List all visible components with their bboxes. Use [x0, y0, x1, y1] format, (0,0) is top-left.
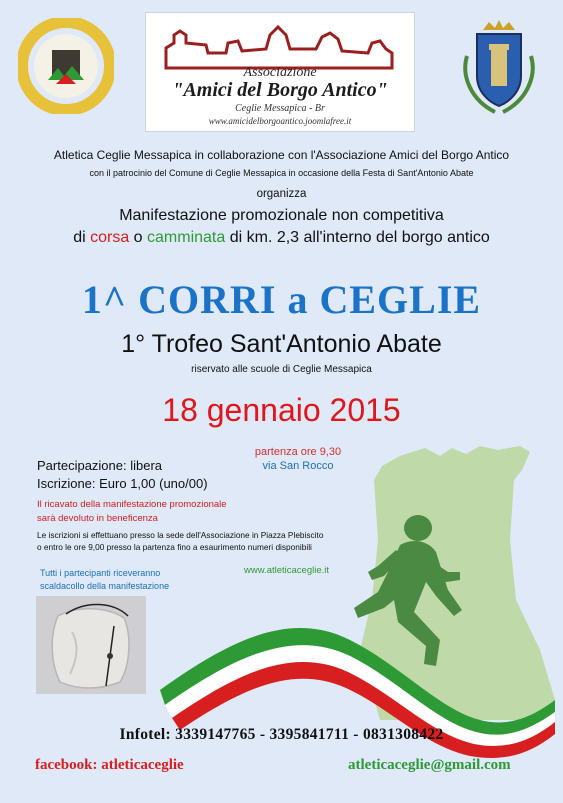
event-trophy: 1° Trofeo Sant'Antonio Abate	[121, 330, 442, 358]
website-link[interactable]: www.atleticaceglie.it	[244, 565, 330, 576]
gift-line-1: Tutti i partecipanti riceveranno	[40, 568, 161, 578]
coat-of-arms	[455, 16, 543, 118]
registration-info-line-1: Le iscrizioni si effettuano presso la sede dell'Associazione in Piazza Plebiscito	[37, 530, 324, 540]
event-date: 18 gennaio 2015	[162, 392, 401, 428]
charity-line-2: sarà devoluto in beneficenza	[37, 513, 158, 524]
registration-info-line-2: o entro le ore 9,00 presso la partenza fino a esaurimento numeri disponibili	[37, 542, 312, 552]
registration-info	[37, 529, 367, 553]
association-logo	[145, 12, 415, 132]
neck-warmer-image	[36, 596, 146, 694]
intro-corsa-camminata	[0, 229, 563, 247]
infotel: Infotel: 3339147765 - 3395841711 - 0831308422	[119, 726, 444, 743]
facebook-link[interactable]: facebook: atleticaceglie	[35, 757, 184, 773]
gift-note	[40, 567, 190, 593]
intro-post: di km. 2,3 all'interno del borgo antico	[225, 229, 490, 246]
event-title: 1^ CORRI a CEGLIE	[81, 277, 482, 322]
intro-o: o	[129, 229, 148, 246]
intro-organizza: organizza	[256, 188, 307, 200]
association-place: Ceglie Messapica - Br	[235, 103, 325, 114]
intro-pre: di	[73, 229, 91, 246]
gift-line-2: scaldacollo della manifestazione	[40, 581, 170, 591]
event-reserved: riservato alle scuole di Ceglie Messapica	[191, 364, 372, 375]
intro-collaboration: Atletica Ceglie Messapica in collaborazione con l'Associazione Amici del Borgo Antico	[53, 148, 510, 162]
event-start-location: via San Rocco	[262, 460, 334, 472]
association-name: "Amici del Borgo Antico"	[172, 79, 388, 101]
atletica-ceglie-logo	[18, 18, 114, 114]
charity-note	[37, 498, 297, 526]
intro-corsa: corsa	[90, 229, 130, 246]
charity-line-1: Il ricavato della manifestazione promozionale	[37, 499, 227, 510]
intro-patronage: con il patrocinio del Comune di Ceglie Messapica in occasione della Festa di Sant'Antonio Abate	[89, 168, 474, 178]
association-url[interactable]: www.amicidelborgoantico.joomlafree.it	[208, 116, 352, 126]
intro-camminata: camminata	[147, 229, 226, 246]
association-label: Associazione	[243, 65, 317, 80]
event-start-time: partenza ore 9,30	[254, 446, 342, 458]
participation-text: Partecipazione: libera	[37, 458, 163, 473]
email-link[interactable]: atleticaceglie@gmail.com	[348, 757, 511, 773]
intro-manifestazione: Manifestazione promozionale non competitiva	[119, 207, 444, 224]
registration-fee: Iscrizione: Euro 1,00 (uno/00)	[37, 476, 208, 491]
